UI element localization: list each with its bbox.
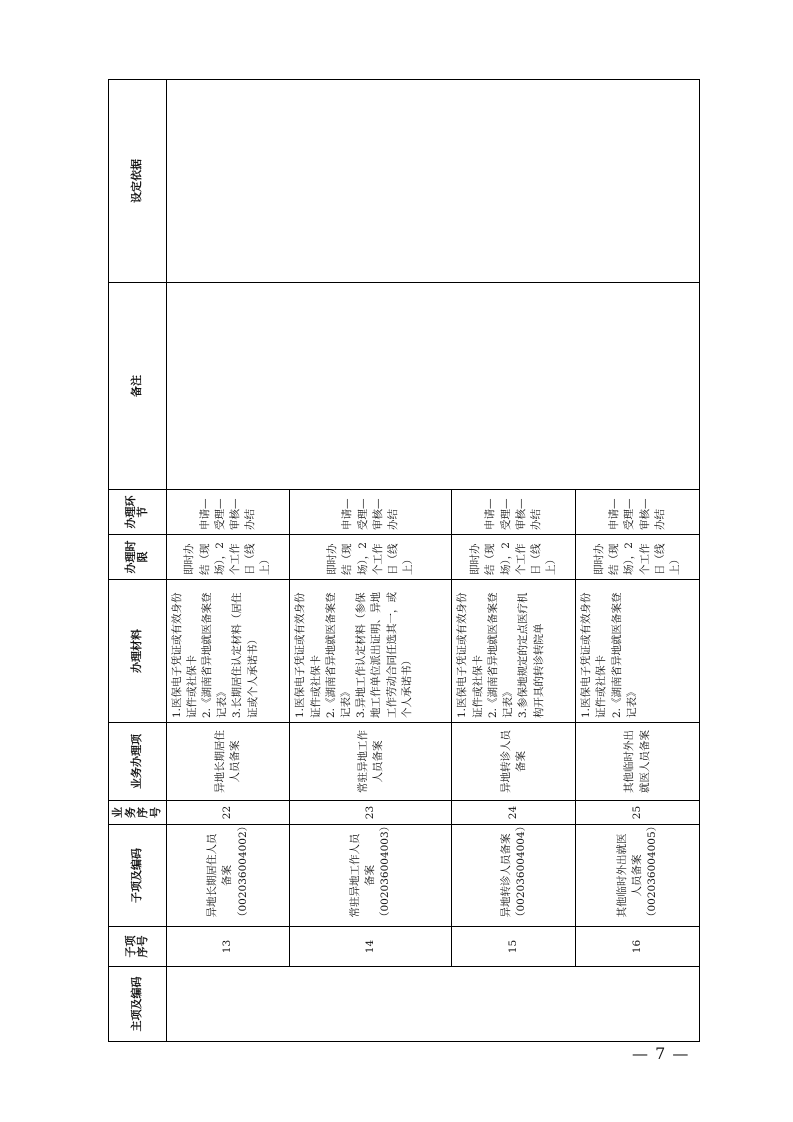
- header-remark: 备注: [109, 283, 167, 490]
- material-line: 1.医保电子凭证或有效身份证件或社保卡: [294, 592, 322, 718]
- time-limit-cell: 即时办结（现场），2个工作日（线上）: [576, 535, 700, 580]
- biz-item-cell: 其他临时外出就医人员备案: [576, 723, 700, 801]
- sub-seq-cell: 14: [290, 927, 452, 967]
- material-line: 3.异地工作认定材料（参保地工作单位派出证明、异地工作劳动合同任选其一，或个人承诺书）: [355, 592, 413, 718]
- biz-item-cell: 常驻异地工作人员备案: [290, 723, 452, 801]
- time-limit-cell: 即时办结（现场），2个工作日（线上）: [452, 535, 576, 580]
- header-basis: 设定依据: [109, 80, 167, 283]
- biz-item-cell: 异地长期居住人员备案: [166, 723, 290, 801]
- header-materials: 办理材料: [109, 580, 167, 723]
- time-limit-cell: 即时办结（现场），2个工作日（线上）: [290, 535, 452, 580]
- biz-seq-cell: 24: [452, 801, 576, 825]
- materials-cell: [290, 580, 452, 723]
- steps-cell: 申请—受理—审核—办结: [576, 490, 700, 535]
- header-steps: 办理环节: [109, 490, 167, 535]
- materials-cell: [166, 580, 290, 723]
- steps-cell: 申请—受理—审核—办结: [290, 490, 452, 535]
- sub-item-cell: 常驻异地工作人员备案（002036004003）: [290, 825, 452, 927]
- material-line: 1.医保电子凭证或有效身份证件或社保卡: [580, 592, 608, 718]
- material-line: 1.医保电子凭证或有效身份证件或社保卡: [456, 592, 484, 718]
- basis-cell: [166, 80, 699, 283]
- steps-cell: 申请—受理—审核—办结: [452, 490, 576, 535]
- biz-seq-cell: 22: [166, 801, 290, 825]
- header-sub-seq: 子项序号: [109, 927, 167, 967]
- header-sub-item: 子项及编码: [109, 825, 167, 927]
- sub-item-cell: 异地长期居住人员备案（002036004002）: [166, 825, 290, 927]
- header-row: [109, 80, 167, 1042]
- page-number: — 7 —: [632, 1044, 690, 1063]
- service-items-table: [108, 79, 700, 1042]
- sub-item-cell: 其他临时外出就医人员备案（002036004005）: [576, 825, 700, 927]
- sub-seq-cell: 15: [452, 927, 576, 967]
- table-row: [166, 80, 290, 1042]
- sub-seq-cell: 13: [166, 927, 290, 967]
- materials-cell: [452, 580, 576, 723]
- biz-seq-cell: 25: [576, 801, 700, 825]
- header-time-limit: 办理时限: [109, 535, 167, 580]
- header-main-item: 主项及编码: [109, 967, 167, 1042]
- materials-cell: [576, 580, 700, 723]
- sub-seq-cell: 16: [576, 927, 700, 967]
- biz-item-cell: 异地转诊人员备案: [452, 723, 576, 801]
- material-line: 2.《湖南省异地就医备案登记表》: [486, 592, 515, 718]
- header-biz-seq: 业务序号: [109, 801, 167, 825]
- rotated-table-sheet: [108, 80, 700, 1042]
- main-item-cell: [166, 967, 699, 1042]
- remark-cell: [166, 283, 699, 490]
- rotated-table-frame: [108, 80, 700, 1042]
- sub-item-cell: 异地转诊人员备案（002036004004）: [452, 825, 576, 927]
- material-line: 2.《湖南省异地就医备案登记表》: [201, 592, 229, 718]
- material-line: 3.参保地规定的定点医疗机构开具的转诊转院单: [517, 592, 545, 718]
- header-biz-item: 业务办理项: [109, 723, 167, 801]
- biz-seq-cell: 23: [290, 801, 452, 825]
- material-line: 2.《湖南省异地就医备案登记表》: [324, 592, 352, 718]
- material-line: 3.长期居住认定材料（居住证或个人承诺书）: [231, 592, 259, 718]
- material-line: 1.医保电子凭证或有效身份证件或社保卡: [170, 592, 198, 718]
- steps-cell: 申请—受理—审核—办结: [166, 490, 290, 535]
- time-limit-cell: 即时办结（现场），2个工作日（线上）: [166, 535, 290, 580]
- material-line: 2.《湖南省异地就医备案登记表》: [610, 592, 638, 718]
